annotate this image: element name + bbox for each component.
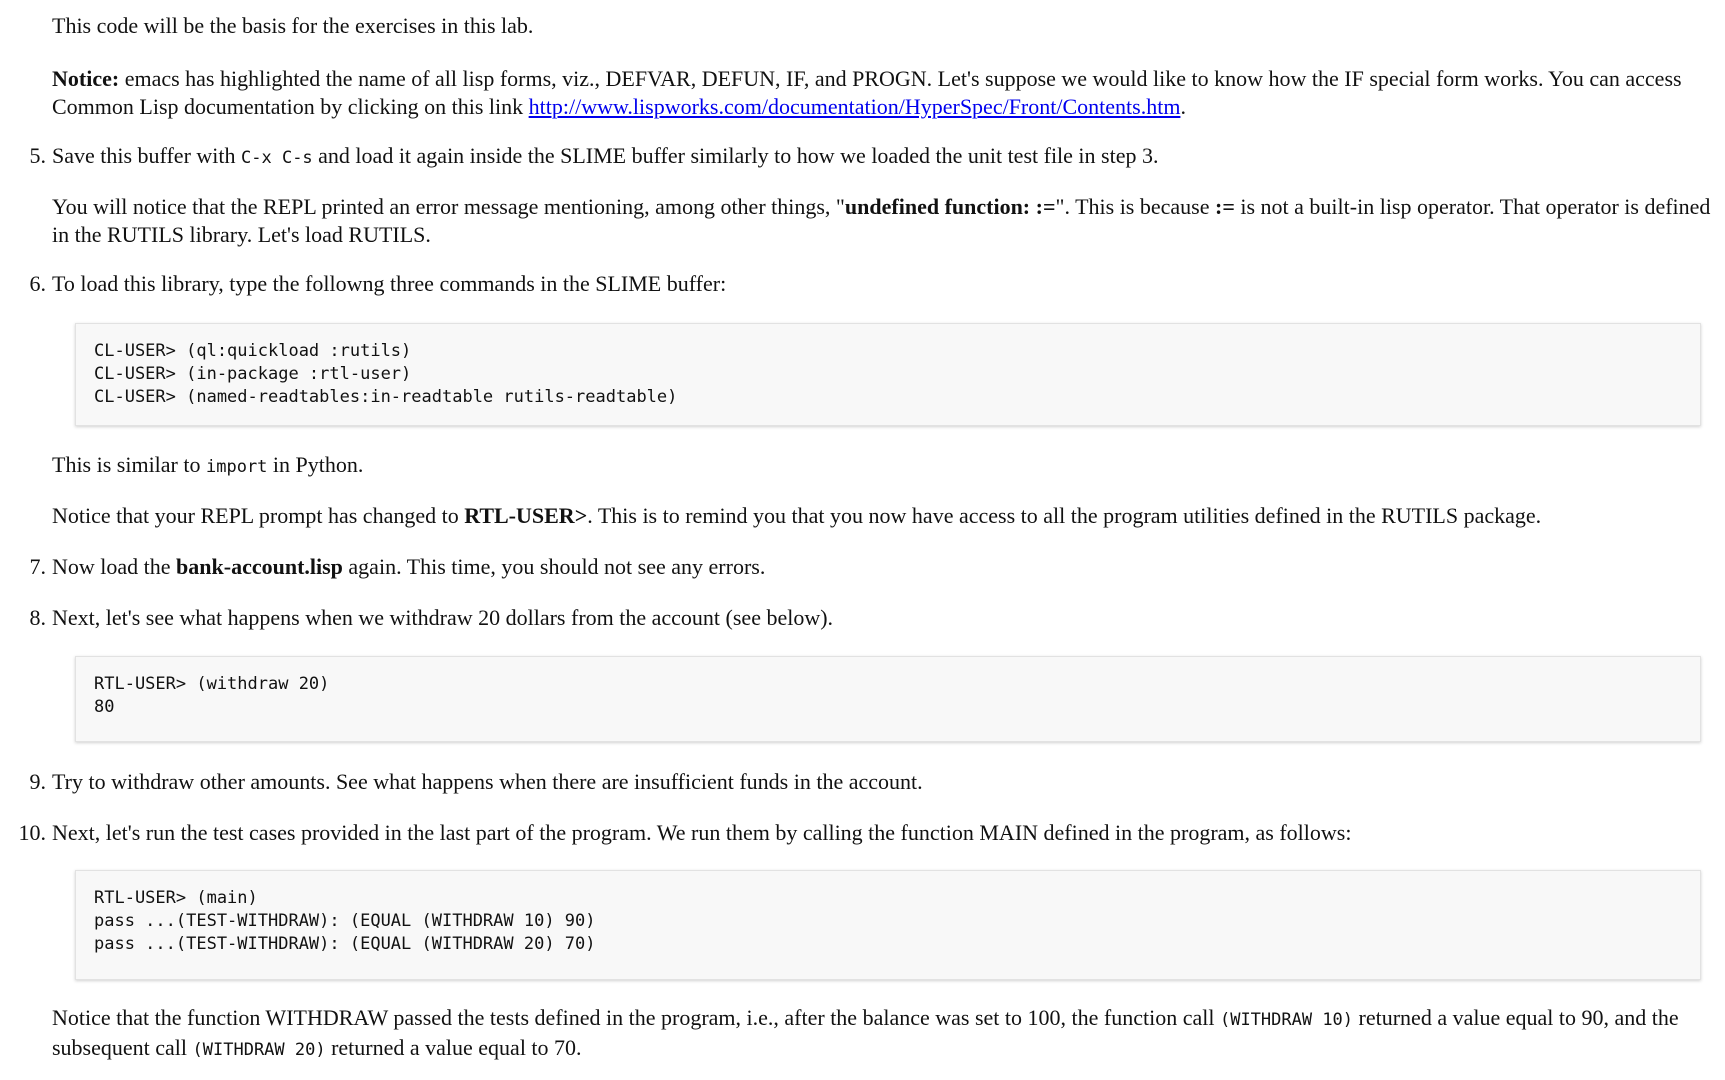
final-text-a: Notice that the function WITHDRAW passed the tests defined in the program, i.e., after the balance was set to 100, the function call xyxy=(52,1005,1220,1030)
operator-name: := xyxy=(1215,194,1235,219)
final-text-b: returned a value equal to 90, and the subsequent call xyxy=(52,1005,1679,1060)
step-5-text-b: and load it again inside the SLIME buffer similarly to how we loaded the unit test file in step 3. xyxy=(312,143,1159,168)
step-number: 7. xyxy=(29,554,46,579)
followup-text-a: You will notice that the REPL printed an error message mentioning, among other things, " xyxy=(52,194,845,219)
followup-text-c: is not a built-in lisp operator. That operator is defined in the RUTILS library. Let's load RUTILS. xyxy=(52,194,1711,247)
code-block xyxy=(75,656,1701,742)
intro-paragraph xyxy=(52,12,1712,40)
withdraw-10-code: (WITHDRAW 10) xyxy=(1219,1010,1354,1030)
step-9-text: Try to withdraw other amounts. See what happens when there are insufficient funds in the account. xyxy=(52,769,923,794)
notice-text: emacs has highlighted the name of all lisp forms, viz., DEFVAR, DEFUN, IF, and PROGN. Let's suppose we would like to know how the IF special form works. You can access Common Lisp documentation by clicking on this link xyxy=(52,66,1682,119)
step-number: 5. xyxy=(29,143,46,168)
step-number: 10. xyxy=(18,820,46,845)
step-number: 6. xyxy=(29,271,46,296)
followup-text-b: ". This is because xyxy=(1055,194,1215,219)
import-note-b: in Python. xyxy=(267,452,364,477)
prompt-note xyxy=(52,502,1712,530)
filename: bank-account.lisp xyxy=(176,554,343,579)
step-number: 9. xyxy=(29,769,46,794)
step-8-text: Next, let's see what happens when we withdraw 20 dollars from the account (see below). xyxy=(52,605,834,630)
import-note-a: This is similar to xyxy=(52,452,206,477)
step-5-text-a: Save this buffer with xyxy=(52,143,242,168)
error-message: undefined function: := xyxy=(844,194,1056,219)
code-block xyxy=(75,323,1701,426)
notice-period: . xyxy=(1180,94,1186,119)
keybinding-code: C-x C-s xyxy=(241,148,313,168)
code-line: RTL-USER> (main) xyxy=(94,888,258,908)
prompt-note-b: . This is to remind you that you now have access to all the program utilities defined in the RUTILS package. xyxy=(587,503,1542,528)
prompt-note-a: Notice that your REPL prompt has changed to xyxy=(52,503,465,528)
code-line: CL-USER> (in-package :rtl-user) xyxy=(94,364,412,384)
prompt-name: RTL-USER> xyxy=(464,503,588,528)
import-code: import xyxy=(206,457,268,477)
notice-paragraph xyxy=(52,65,1712,121)
step-5-text xyxy=(52,142,1712,172)
step-number: 8. xyxy=(29,605,46,630)
step-7-text-a: Now load the xyxy=(52,554,177,579)
step-6-text: To load this library, type the followng three commands in the SLIME buffer: xyxy=(52,271,727,296)
hyperspec-link[interactable]: http://www.lispworks.com/documentation/HyperSpec/Front/Contents.htm xyxy=(528,94,1181,119)
code-line: pass ...(TEST-WITHDRAW): (EQUAL (WITHDRAW 10) 90) xyxy=(94,911,596,931)
intro-text: This code will be the basis for the exercises in this lab. xyxy=(52,13,534,38)
withdraw-20-code: (WITHDRAW 20) xyxy=(192,1040,326,1060)
code-line: CL-USER> (named-readtables:in-readtable rutils-readtable) xyxy=(94,387,678,407)
code-line: CL-USER> (ql:quickload :rutils) xyxy=(94,341,412,361)
import-note xyxy=(52,451,1712,481)
step-7-text-b: again. This time, you should not see any errors. xyxy=(342,554,766,579)
code-line: RTL-USER> (withdraw 20) xyxy=(94,674,330,694)
code-block xyxy=(75,870,1701,980)
code-line: 80 xyxy=(94,697,115,717)
step-5-followup xyxy=(52,193,1712,249)
notice-label: Notice: xyxy=(52,66,120,91)
final-text-c: returned a value equal to 70. xyxy=(325,1035,582,1060)
code-line: pass ...(TEST-WITHDRAW): (EQUAL (WITHDRAW 20) 70) xyxy=(94,934,596,954)
test-results-note xyxy=(52,1004,1712,1064)
step-7-text xyxy=(52,553,1712,581)
step-10-text: Next, let's run the test cases provided in the last part of the program. We run them by calling the function MAIN defined in the program, as follows: xyxy=(52,820,1352,845)
